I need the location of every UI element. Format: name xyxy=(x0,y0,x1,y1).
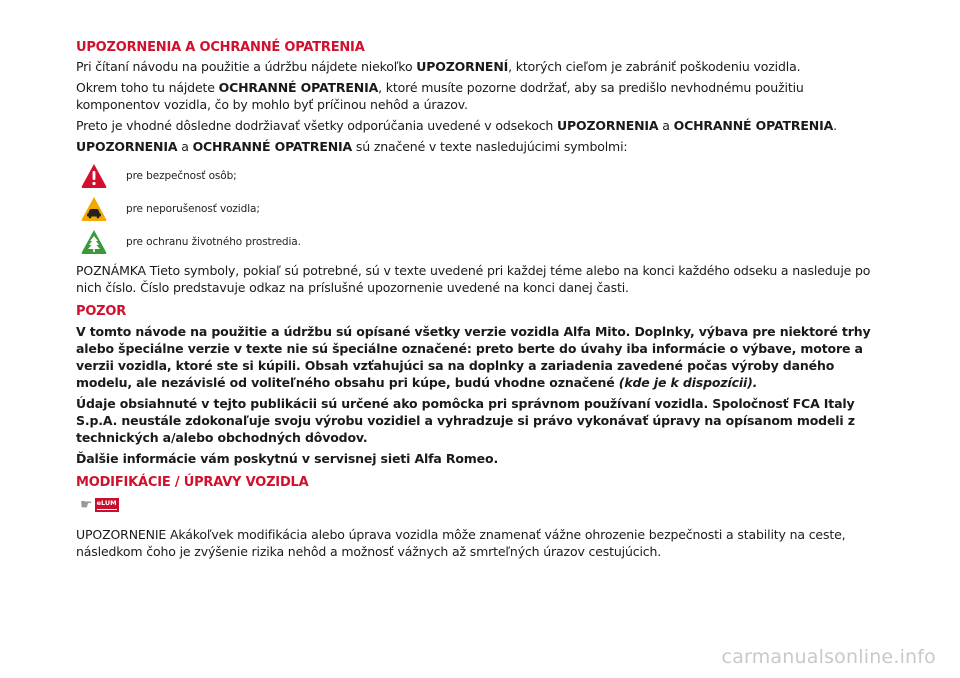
symbol-label-environment: pre ochranu životného prostredia. xyxy=(126,235,301,248)
section-heading-warnings: UPOZORNENIA A OCHRANNÉ OPATRENIA xyxy=(76,40,365,55)
symbol-row-persons xyxy=(76,159,876,192)
reference-icons xyxy=(80,494,876,516)
paragraph-versions: V tomto návode na použitie a údržbu sú opísané všetky verzie vozidla Alfa Mito. Doplnky, výbava pre niektoré trhy alebo špeciálne verzie v texte nie sú špeciálne označené: preto berte do úvahy iba informácie o výbave, motore a verzii vozidla, ktoré ste si kúpili. Obsah vzťahujúci sa na doplnky a zariadenia zavedené počas výroby daného modelu, ale nezávislé od voliteľného obsahu pri kúpe, budú vhodne označené (kde je k dispozícii). xyxy=(76,324,871,390)
warning-triangle-icon xyxy=(80,162,108,190)
symbol-row-environment xyxy=(76,225,876,258)
paragraph-note: POZNÁMKA Tieto symboly, pokiaľ sú potrebné, sú v texte uvedené pri každej téme alebo na konci každého odseku a nasleduje po nich číslo. Číslo predstavuje odkaz na príslušné upozornenie uvedené na konci danej časti. xyxy=(76,263,871,295)
section-heading-attention: POZOR xyxy=(76,304,127,319)
paragraph-modification-warning: UPOZORNENIE Akákoľvek modifikácia alebo úprava vozidla môže znamenať vážne ohrozenie bezpečnosti a stability na ceste, následkom čoho je zvýšenie rizika nehôd a možnosť vážnych až smrteľných úrazov cestujúcich. xyxy=(76,527,846,559)
watermark: carmanualsonline.info xyxy=(721,646,936,668)
paragraph-symbols-intro: UPOZORNENIA a OCHRANNÉ OPATRENIA sú značené v texte nasledujúcimi symbolmi: xyxy=(76,139,628,154)
section-heading-modifications: MODIFIKÁCIE / ÚPRAVY VOZIDLA xyxy=(76,475,309,490)
paragraph-recommendation: Preto je vhodné dôsledne dodržiavať všetky odporúčania uvedené v odsekoch UPOZORNENIA a OCHRANNÉ OPATRENIA. xyxy=(76,118,837,133)
paragraph-warnings-intro: Pri čítaní návodu na použitie a údržbu nájdete niekoľko UPOZORNENÍ, ktorých cieľom je zabrániť poškodeniu vozidla. xyxy=(76,59,801,74)
tree-triangle-icon xyxy=(80,228,108,256)
paragraph-precautions-intro: Okrem toho tu nájdete OCHRANNÉ OPATRENIA, ktoré musíte pozorne dodržať, aby sa predišlo nevhodnému použitiu komponentov vozidla, čo by mohlo byť príčinou nehôd a úrazov. xyxy=(76,80,804,112)
symbol-legend xyxy=(76,159,876,258)
paragraph-publication-data: Údaje obsiahnuté v tejto publikácii sú určené ako pomôcka pri správnom používaní vozidla. Spoločnosť FCA Italy S.p.A. neustále zdokonaľuje svoju výrobu vozidiel a vyhradzuje si právo vykonávať úpravy na opísanom modeli z technických a/alebo obchodných dôvodov. xyxy=(76,396,855,445)
paragraph-service-network: Ďalšie informácie vám poskytnú v servisnej sieti Alfa Romeo. xyxy=(76,451,499,466)
document-page xyxy=(76,40,876,564)
pointing-hand-icon: ☛ xyxy=(80,497,93,513)
elum-badge-icon: eLUM xyxy=(95,498,119,512)
symbol-label-persons: pre bezpečnosť osôb; xyxy=(126,169,237,182)
symbol-row-vehicle xyxy=(76,192,876,225)
symbol-label-vehicle: pre neporušenosť vozidla; xyxy=(126,202,260,215)
car-triangle-icon xyxy=(80,195,108,223)
